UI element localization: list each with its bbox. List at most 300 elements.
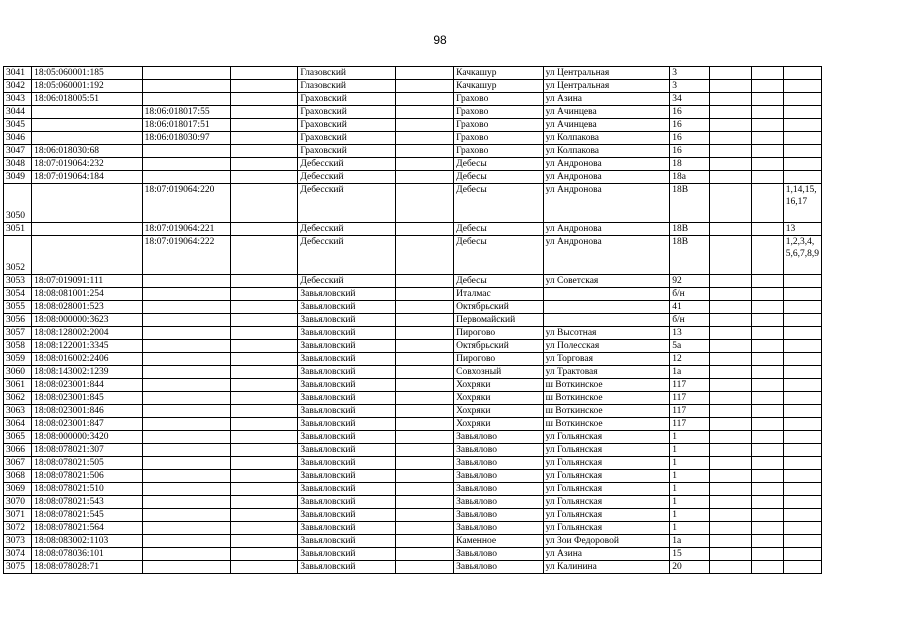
empty-cell <box>751 418 783 431</box>
empty-cell <box>710 392 751 405</box>
district-name: Дебесский <box>298 236 395 275</box>
empty-cell <box>751 288 783 301</box>
row-number: 3059 <box>4 353 32 366</box>
empty-cell <box>231 145 298 158</box>
empty-cell <box>710 314 751 327</box>
cadastral-number-alt <box>142 392 230 405</box>
district-name: Завьяловский <box>298 483 395 496</box>
empty-cell <box>395 314 453 327</box>
cadastral-number-alt: 18:07:019064:221 <box>142 223 230 236</box>
cadastral-number: 18:08:023001:846 <box>32 405 143 418</box>
street-name: ул Трактовая <box>543 366 670 379</box>
house-number: 18а <box>670 171 710 184</box>
cadastral-number-alt <box>142 301 230 314</box>
locality-name: Завьялово <box>454 444 543 457</box>
apartment-numbers <box>783 171 821 184</box>
row-number: 3041 <box>4 67 32 80</box>
apartment-numbers <box>783 457 821 470</box>
row-number: 3060 <box>4 366 32 379</box>
table-row <box>4 535 822 548</box>
cadastral-number: 18:07:019064:232 <box>32 158 143 171</box>
empty-cell <box>395 67 453 80</box>
cadastral-number: 18:08:083002:1103 <box>32 535 143 548</box>
empty-cell <box>395 106 453 119</box>
street-name <box>543 288 670 301</box>
cadastral-number: 18:08:023001:845 <box>32 392 143 405</box>
street-name: ул Гольянская <box>543 470 670 483</box>
cadastral-number-alt <box>142 275 230 288</box>
locality-name: Дебесы <box>454 223 543 236</box>
street-name: ул Андронова <box>543 171 670 184</box>
table-row <box>4 288 822 301</box>
empty-cell <box>395 184 453 223</box>
empty-cell <box>710 509 751 522</box>
district-name: Глазовский <box>298 67 395 80</box>
empty-cell <box>395 353 453 366</box>
district-name: Завьяловский <box>298 327 395 340</box>
empty-cell <box>231 444 298 457</box>
table-row <box>4 145 822 158</box>
district-name: Завьяловский <box>298 301 395 314</box>
street-name: ул Зои Федоровой <box>543 535 670 548</box>
empty-cell <box>751 275 783 288</box>
district-name: Завьяловский <box>298 405 395 418</box>
house-number: 3 <box>670 80 710 93</box>
cadastral-number: 18:08:122001:3345 <box>32 340 143 353</box>
district-name: Дебесский <box>298 275 395 288</box>
cadastral-number: 18:07:019064:184 <box>32 171 143 184</box>
apartment-numbers <box>783 444 821 457</box>
house-number: 20 <box>670 561 710 574</box>
locality-name: Завьялово <box>454 548 543 561</box>
house-number: 34 <box>670 93 710 106</box>
empty-cell <box>231 158 298 171</box>
cadastral-number: 18:06:018005:51 <box>32 93 143 106</box>
cadastral-number-alt <box>142 509 230 522</box>
table-row <box>4 379 822 392</box>
cadastral-number: 18:08:016002:2406 <box>32 353 143 366</box>
street-name: ул Ачинцева <box>543 106 670 119</box>
table-row <box>4 119 822 132</box>
cadastral-number: 18:08:078021:506 <box>32 470 143 483</box>
empty-cell <box>751 444 783 457</box>
empty-cell <box>710 327 751 340</box>
empty-cell <box>395 171 453 184</box>
empty-cell <box>751 145 783 158</box>
row-number: 3047 <box>4 145 32 158</box>
empty-cell <box>710 67 751 80</box>
locality-name: Хохряки <box>454 379 543 392</box>
cadastral-number <box>32 106 143 119</box>
row-number: 3066 <box>4 444 32 457</box>
table-row <box>4 431 822 444</box>
locality-name: Дебесы <box>454 171 543 184</box>
empty-cell <box>231 405 298 418</box>
table-row <box>4 184 822 223</box>
row-number: 3045 <box>4 119 32 132</box>
cadastral-number: 18:08:023001:844 <box>32 379 143 392</box>
empty-cell <box>231 67 298 80</box>
apartment-numbers <box>783 301 821 314</box>
empty-cell <box>751 340 783 353</box>
cadastral-number-alt <box>142 470 230 483</box>
house-number: б/н <box>670 314 710 327</box>
house-number: 12 <box>670 353 710 366</box>
registry-table <box>3 66 822 574</box>
empty-cell <box>231 340 298 353</box>
cadastral-number-alt: 18:06:018017:51 <box>142 119 230 132</box>
empty-cell <box>710 366 751 379</box>
apartment-numbers <box>783 80 821 93</box>
cadastral-number: 18:05:060001:185 <box>32 67 143 80</box>
empty-cell <box>710 457 751 470</box>
cadastral-number: 18:08:078021:543 <box>32 496 143 509</box>
empty-cell <box>395 470 453 483</box>
empty-cell <box>395 119 453 132</box>
house-number: 117 <box>670 418 710 431</box>
cadastral-number-alt <box>142 80 230 93</box>
house-number: 1 <box>670 496 710 509</box>
empty-cell <box>231 132 298 145</box>
cadastral-number: 18:08:078036:101 <box>32 548 143 561</box>
empty-cell <box>710 470 751 483</box>
district-name: Завьяловский <box>298 522 395 535</box>
empty-cell <box>710 496 751 509</box>
apartment-numbers <box>783 535 821 548</box>
locality-name: Дебесы <box>454 236 543 275</box>
house-number: 5а <box>670 340 710 353</box>
house-number: 117 <box>670 379 710 392</box>
locality-name: Дебесы <box>454 275 543 288</box>
empty-cell <box>231 275 298 288</box>
empty-cell <box>395 327 453 340</box>
cadastral-number-alt <box>142 444 230 457</box>
empty-cell <box>231 392 298 405</box>
empty-cell <box>710 158 751 171</box>
empty-cell <box>710 132 751 145</box>
row-number: 3049 <box>4 171 32 184</box>
apartment-numbers <box>783 145 821 158</box>
cadastral-number: 18:08:000000:3420 <box>32 431 143 444</box>
locality-name: Хохряки <box>454 418 543 431</box>
page-number: 98 <box>433 33 447 47</box>
row-number: 3072 <box>4 522 32 535</box>
apartment-numbers <box>783 132 821 145</box>
table-row <box>4 509 822 522</box>
district-name: Завьяловский <box>298 379 395 392</box>
district-name: Завьяловский <box>298 418 395 431</box>
house-number: 92 <box>670 275 710 288</box>
cadastral-number-alt <box>142 457 230 470</box>
row-number: 3058 <box>4 340 32 353</box>
house-number: 117 <box>670 392 710 405</box>
empty-cell <box>710 405 751 418</box>
empty-cell <box>751 132 783 145</box>
cadastral-number-alt <box>142 548 230 561</box>
apartment-numbers <box>783 509 821 522</box>
district-name: Завьяловский <box>298 457 395 470</box>
cadastral-number-alt <box>142 314 230 327</box>
row-number: 3044 <box>4 106 32 119</box>
apartment-numbers <box>783 548 821 561</box>
apartment-numbers <box>783 431 821 444</box>
empty-cell <box>395 223 453 236</box>
cadastral-number: 18:08:078021:505 <box>32 457 143 470</box>
house-number: 16 <box>670 106 710 119</box>
cadastral-number <box>32 132 143 145</box>
locality-name: Италмас <box>454 288 543 301</box>
apartment-numbers: 1,2,3,4,5,6,7,8,9 <box>783 236 821 275</box>
empty-cell <box>710 223 751 236</box>
locality-name: Дебесы <box>454 158 543 171</box>
empty-cell <box>231 366 298 379</box>
empty-cell <box>751 366 783 379</box>
empty-cell <box>751 379 783 392</box>
house-number: 41 <box>670 301 710 314</box>
district-name: Завьяловский <box>298 340 395 353</box>
cadastral-number: 18:06:018030:68 <box>32 145 143 158</box>
empty-cell <box>751 392 783 405</box>
apartment-numbers <box>783 158 821 171</box>
street-name <box>543 301 670 314</box>
house-number: 1 <box>670 522 710 535</box>
row-number: 3054 <box>4 288 32 301</box>
empty-cell <box>395 548 453 561</box>
locality-name: Пирогово <box>454 327 543 340</box>
street-name: ул Торговая <box>543 353 670 366</box>
empty-cell <box>751 314 783 327</box>
house-number: 18В <box>670 223 710 236</box>
house-number: 117 <box>670 405 710 418</box>
district-name: Граховский <box>298 145 395 158</box>
empty-cell <box>231 80 298 93</box>
street-name: ул Гольянская <box>543 483 670 496</box>
empty-cell <box>395 535 453 548</box>
empty-cell <box>751 483 783 496</box>
table-row <box>4 353 822 366</box>
empty-cell <box>751 548 783 561</box>
street-name: ул Полесская <box>543 340 670 353</box>
empty-cell <box>751 236 783 275</box>
street-name: ул Центральная <box>543 80 670 93</box>
locality-name: Грахово <box>454 93 543 106</box>
street-name: ул Андронова <box>543 236 670 275</box>
cadastral-number: 18:05:060001:192 <box>32 80 143 93</box>
table-row <box>4 327 822 340</box>
district-name: Дебесский <box>298 223 395 236</box>
street-name: ул Андронова <box>543 184 670 223</box>
house-number: 1 <box>670 470 710 483</box>
locality-name: Завьялово <box>454 522 543 535</box>
locality-name: Завьялово <box>454 509 543 522</box>
row-number: 3053 <box>4 275 32 288</box>
cadastral-number-alt <box>142 288 230 301</box>
street-name: ул Андронова <box>543 158 670 171</box>
cadastral-number-alt: 18:06:018017:55 <box>142 106 230 119</box>
table-row <box>4 314 822 327</box>
empty-cell <box>710 483 751 496</box>
empty-cell <box>751 561 783 574</box>
table-row <box>4 236 822 275</box>
apartment-numbers <box>783 379 821 392</box>
empty-cell <box>751 457 783 470</box>
table-row <box>4 93 822 106</box>
district-name: Граховский <box>298 106 395 119</box>
cadastral-number-alt: 18:07:019064:222 <box>142 236 230 275</box>
empty-cell <box>751 496 783 509</box>
row-number: 3046 <box>4 132 32 145</box>
empty-cell <box>231 548 298 561</box>
empty-cell <box>710 444 751 457</box>
empty-cell <box>231 353 298 366</box>
locality-name: Завьялово <box>454 561 543 574</box>
house-number: 15 <box>670 548 710 561</box>
empty-cell <box>395 340 453 353</box>
empty-cell <box>751 119 783 132</box>
cadastral-number <box>32 236 143 275</box>
table-row <box>4 561 822 574</box>
empty-cell <box>710 379 751 392</box>
district-name: Завьяловский <box>298 444 395 457</box>
row-number: 3056 <box>4 314 32 327</box>
empty-cell <box>710 340 751 353</box>
district-name: Завьяловский <box>298 288 395 301</box>
apartment-numbers <box>783 353 821 366</box>
street-name: ул Центральная <box>543 67 670 80</box>
cadastral-number-alt <box>142 418 230 431</box>
house-number: 1а <box>670 535 710 548</box>
empty-cell <box>710 418 751 431</box>
street-name: ш Воткинское <box>543 405 670 418</box>
apartment-numbers <box>783 67 821 80</box>
row-number: 3073 <box>4 535 32 548</box>
empty-cell <box>751 184 783 223</box>
district-name: Глазовский <box>298 80 395 93</box>
empty-cell <box>710 535 751 548</box>
row-number: 3062 <box>4 392 32 405</box>
empty-cell <box>710 431 751 444</box>
cadastral-number-alt <box>142 353 230 366</box>
row-number: 3067 <box>4 457 32 470</box>
street-name: ул Высотная <box>543 327 670 340</box>
cadastral-number-alt <box>142 379 230 392</box>
empty-cell <box>710 522 751 535</box>
table-row <box>4 106 822 119</box>
table-row <box>4 457 822 470</box>
house-number: 18В <box>670 236 710 275</box>
table-row <box>4 418 822 431</box>
empty-cell <box>751 405 783 418</box>
empty-cell <box>231 184 298 223</box>
street-name: ш Воткинское <box>543 418 670 431</box>
table-row <box>4 496 822 509</box>
street-name: ул Колпакова <box>543 132 670 145</box>
table-row <box>4 80 822 93</box>
district-name: Дебесский <box>298 158 395 171</box>
row-number: 3069 <box>4 483 32 496</box>
empty-cell <box>395 93 453 106</box>
row-number: 3061 <box>4 379 32 392</box>
row-number: 3057 <box>4 327 32 340</box>
apartment-numbers <box>783 327 821 340</box>
cadastral-number-alt <box>142 158 230 171</box>
cadastral-number-alt <box>142 171 230 184</box>
house-number: 1 <box>670 444 710 457</box>
apartment-numbers <box>783 119 821 132</box>
district-name: Граховский <box>298 119 395 132</box>
cadastral-number: 18:08:128002:2004 <box>32 327 143 340</box>
empty-cell <box>231 171 298 184</box>
district-name: Завьяловский <box>298 353 395 366</box>
empty-cell <box>710 171 751 184</box>
cadastral-number-alt <box>142 496 230 509</box>
cadastral-number-alt <box>142 327 230 340</box>
house-number: 16 <box>670 132 710 145</box>
street-name: ул Советская <box>543 275 670 288</box>
empty-cell <box>231 288 298 301</box>
cadastral-number <box>32 223 143 236</box>
district-name: Граховский <box>298 132 395 145</box>
empty-cell <box>710 301 751 314</box>
empty-cell <box>231 483 298 496</box>
cadastral-number: 18:08:078021:510 <box>32 483 143 496</box>
locality-name: Завьялово <box>454 483 543 496</box>
empty-cell <box>710 548 751 561</box>
row-number: 3055 <box>4 301 32 314</box>
apartment-numbers <box>783 418 821 431</box>
district-name: Завьяловский <box>298 470 395 483</box>
street-name: ш Воткинское <box>543 392 670 405</box>
cadastral-number: 18:08:078028:71 <box>32 561 143 574</box>
cadastral-number-alt <box>142 561 230 574</box>
table-row <box>4 470 822 483</box>
table-row <box>4 301 822 314</box>
table-row <box>4 275 822 288</box>
table-row <box>4 444 822 457</box>
empty-cell <box>231 561 298 574</box>
table-row <box>4 366 822 379</box>
empty-cell <box>395 561 453 574</box>
cadastral-number: 18:08:028001:523 <box>32 301 143 314</box>
row-number: 3048 <box>4 158 32 171</box>
table-row <box>4 158 822 171</box>
empty-cell <box>231 509 298 522</box>
apartment-numbers <box>783 483 821 496</box>
empty-cell <box>395 405 453 418</box>
row-number: 3051 <box>4 223 32 236</box>
empty-cell <box>710 80 751 93</box>
row-number: 3071 <box>4 509 32 522</box>
street-name: ул Калинина <box>543 561 670 574</box>
empty-cell <box>751 223 783 236</box>
district-name: Завьяловский <box>298 314 395 327</box>
empty-cell <box>710 236 751 275</box>
empty-cell <box>231 119 298 132</box>
street-name: ул Гольянская <box>543 444 670 457</box>
empty-cell <box>710 184 751 223</box>
cadastral-number-alt: 18:07:019064:220 <box>142 184 230 223</box>
empty-cell <box>231 522 298 535</box>
empty-cell <box>751 67 783 80</box>
street-name: ул Гольянская <box>543 457 670 470</box>
table-row <box>4 67 822 80</box>
district-name: Завьяловский <box>298 535 395 548</box>
house-number: 13 <box>670 327 710 340</box>
cadastral-number-alt <box>142 522 230 535</box>
apartment-numbers <box>783 275 821 288</box>
cadastral-number: 18:08:023001:847 <box>32 418 143 431</box>
table-row <box>4 483 822 496</box>
